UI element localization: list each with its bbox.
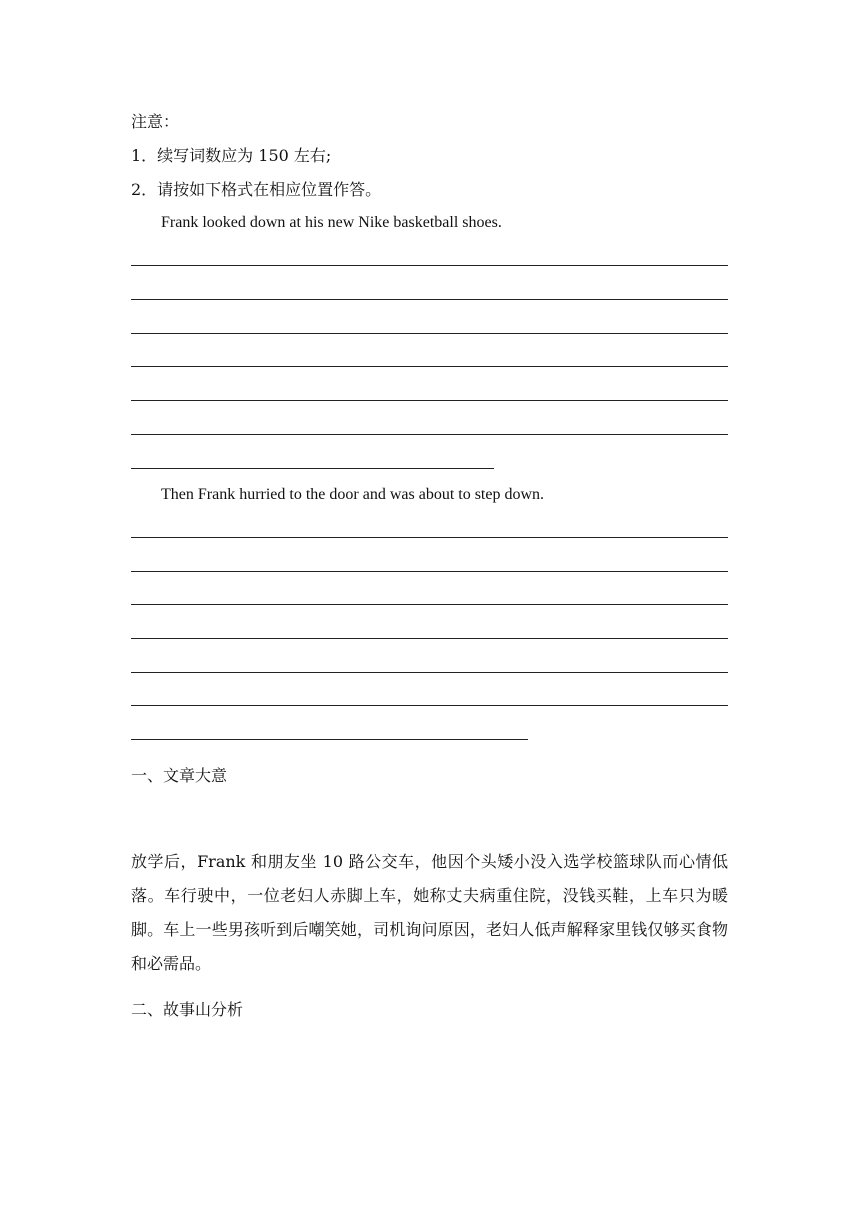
writing-line — [131, 400, 728, 401]
writing-line — [131, 705, 728, 706]
writing-line — [131, 434, 728, 435]
writing-line — [131, 265, 728, 266]
writing-line — [131, 571, 728, 572]
summary-paragraph: 放学后，Frank 和朋友坐 10 路公交车，他因个头矮小没入选学校篮球队而心情低落。车行驶中，一位老妇人赤脚上车，她称丈夫病重住院，没钱买鞋，上车只为暖脚。车上一些男孩听到后嘲笑她，司机询问原因，老妇人低声解释家里钱仅够买食物和必需品。 — [131, 852, 728, 973]
opening-sentence-paragraph-1: Frank looked down at his new Nike basketball shoes. — [161, 214, 502, 231]
notes-heading: 注意： — [131, 112, 180, 131]
writing-line — [131, 638, 728, 639]
note-item-1: 1．续写词数应为 150 左右; — [131, 146, 332, 165]
summary-heading: 一、文章大意 — [131, 766, 228, 785]
opening-sentence-paragraph-2: Then Frank hurried to the door and was about to step down. — [161, 486, 545, 503]
writing-line — [131, 333, 728, 334]
writing-line — [131, 604, 728, 605]
writing-line-last — [131, 739, 528, 740]
writing-line — [131, 299, 728, 300]
writing-line — [131, 537, 728, 538]
writing-line — [131, 672, 728, 673]
writing-line-last — [131, 468, 494, 469]
note-item-2: 2．请按如下格式在相应位置作答。 — [131, 180, 382, 199]
writing-line — [131, 366, 728, 367]
analysis-heading: 二、故事山分析 — [131, 1000, 244, 1019]
